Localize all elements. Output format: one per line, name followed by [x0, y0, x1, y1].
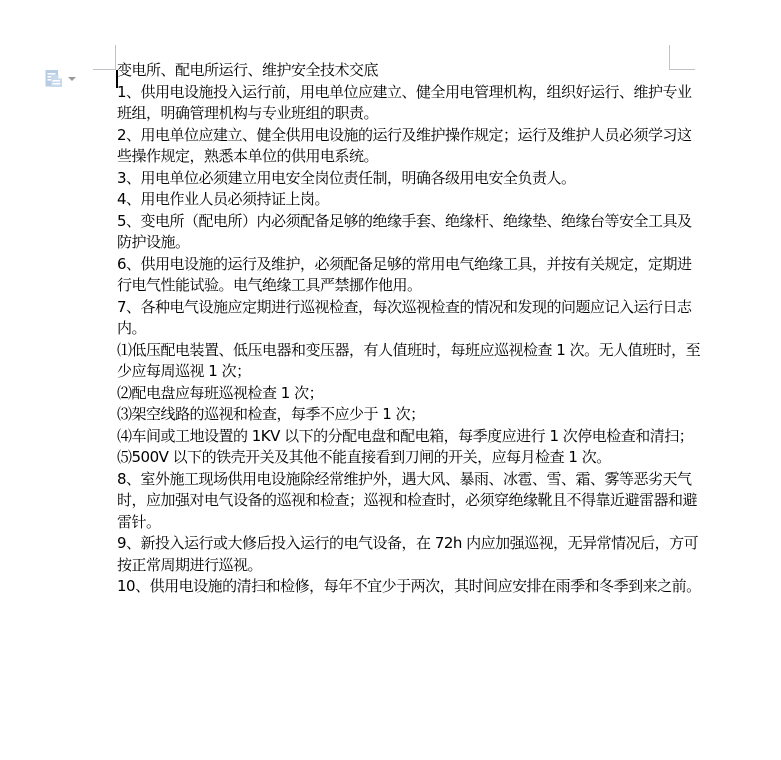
document-text-line[interactable]: 4、用电作业人员必须持证上岗。: [117, 190, 330, 208]
paste-clipboard-icon: [45, 69, 63, 88]
document-text-line[interactable]: 7、各种电气设施应定期进行巡视检查，每次巡视检查的情况和发现的问题应记入运行日志: [117, 297, 692, 316]
document-text-line[interactable]: 按正常周期进行巡视。: [117, 555, 263, 574]
document-text-line[interactable]: 2、用电单位应建立、健全供用电设施的运行及维护操作规定；运行及维护人员必须学习这: [117, 125, 692, 144]
document-text-line[interactable]: ⑸500V 以下的铁壳开关及其他不能直接看到刀闸的开关，应每月检查 1 次。: [117, 448, 611, 466]
document-text-line[interactable]: 雷针。: [117, 512, 161, 531]
paste-options-button[interactable]: [45, 66, 81, 90]
document-text-line[interactable]: 时，应加强对电气设备的巡视和检查；巡视和检查时，必须穿绝缘靴且不得靠近避雷器和避: [117, 491, 698, 509]
margin-crop-mark-top-left-horizontal: [93, 69, 116, 70]
document-text-line[interactable]: 5、变电所（配电所）内必须配备足够的绝缘手套、绝缘杆、绝缘垫、绝缘台等安全工具及: [117, 211, 692, 230]
document-text-line[interactable]: 行电气性能试验。电气绝缘工具严禁挪作他用。: [117, 276, 422, 294]
dropdown-arrow-icon[interactable]: [68, 77, 76, 81]
document-text-line[interactable]: ⑵配电盘应每班巡视检查 1 次；: [117, 383, 324, 402]
document-text-line[interactable]: ⑴低压配电装置、低压电器和变压器，有人值班时，每班应巡视检查 1 次。无人值班时，至: [117, 340, 701, 359]
document-text[interactable]: [117, 60, 701, 598]
document-text-line[interactable]: 防护设施。: [117, 233, 190, 251]
document-text-line[interactable]: 内。: [117, 319, 147, 337]
document-text-line[interactable]: 10、供用电设施的清扫和检修，每年不宜少于两次，其时间应安排在雨季和冬季到来之前。: [117, 577, 701, 595]
document-text-line[interactable]: 3、用电单位必须建立用电安全岗位责任制，明确各级用电安全负责人。: [117, 168, 576, 187]
document-title-line[interactable]: 变电所、配电所运行、维护安全技术交底: [117, 61, 379, 79]
document-text-line[interactable]: ⑷车间或工地设置的 1KV 以下的分配电盘和配电箱，每季度应进行 1 次停电检查和清扫；: [117, 426, 694, 445]
document-text-line[interactable]: 1、供用电设施投入运行前，用电单位应建立、健全用电管理机构，组织好运行、维护专业: [117, 82, 692, 101]
document-text-line[interactable]: 些操作规定，熟悉本单位的供用电系统。: [117, 147, 379, 165]
document-text-line[interactable]: 6、供用电设施的运行及维护，必须配备足够的常用电气绝缘工具，并按有关规定，定期进: [117, 254, 692, 273]
document-text-line[interactable]: 少应每周巡视 1 次；: [117, 362, 251, 380]
document-text-line[interactable]: 8、室外施工现场供用电设施除经常维护外，遇大风、暴雨、冰雹、雪、霜、雾等恶劣天气: [117, 469, 692, 488]
document-text-line[interactable]: 班组，明确管理机构与专业班组的职责。: [117, 104, 379, 122]
document-text-line[interactable]: 9、新投入运行或大修后投入运行的电气设备，在 72h 内应加强巡视，无异常情况后，方可: [117, 534, 699, 552]
document-text-line[interactable]: ⑶架空线路的巡视和检查，每季不应少于 1 次；: [117, 405, 425, 423]
margin-crop-mark-top-left-vertical: [115, 45, 116, 69]
